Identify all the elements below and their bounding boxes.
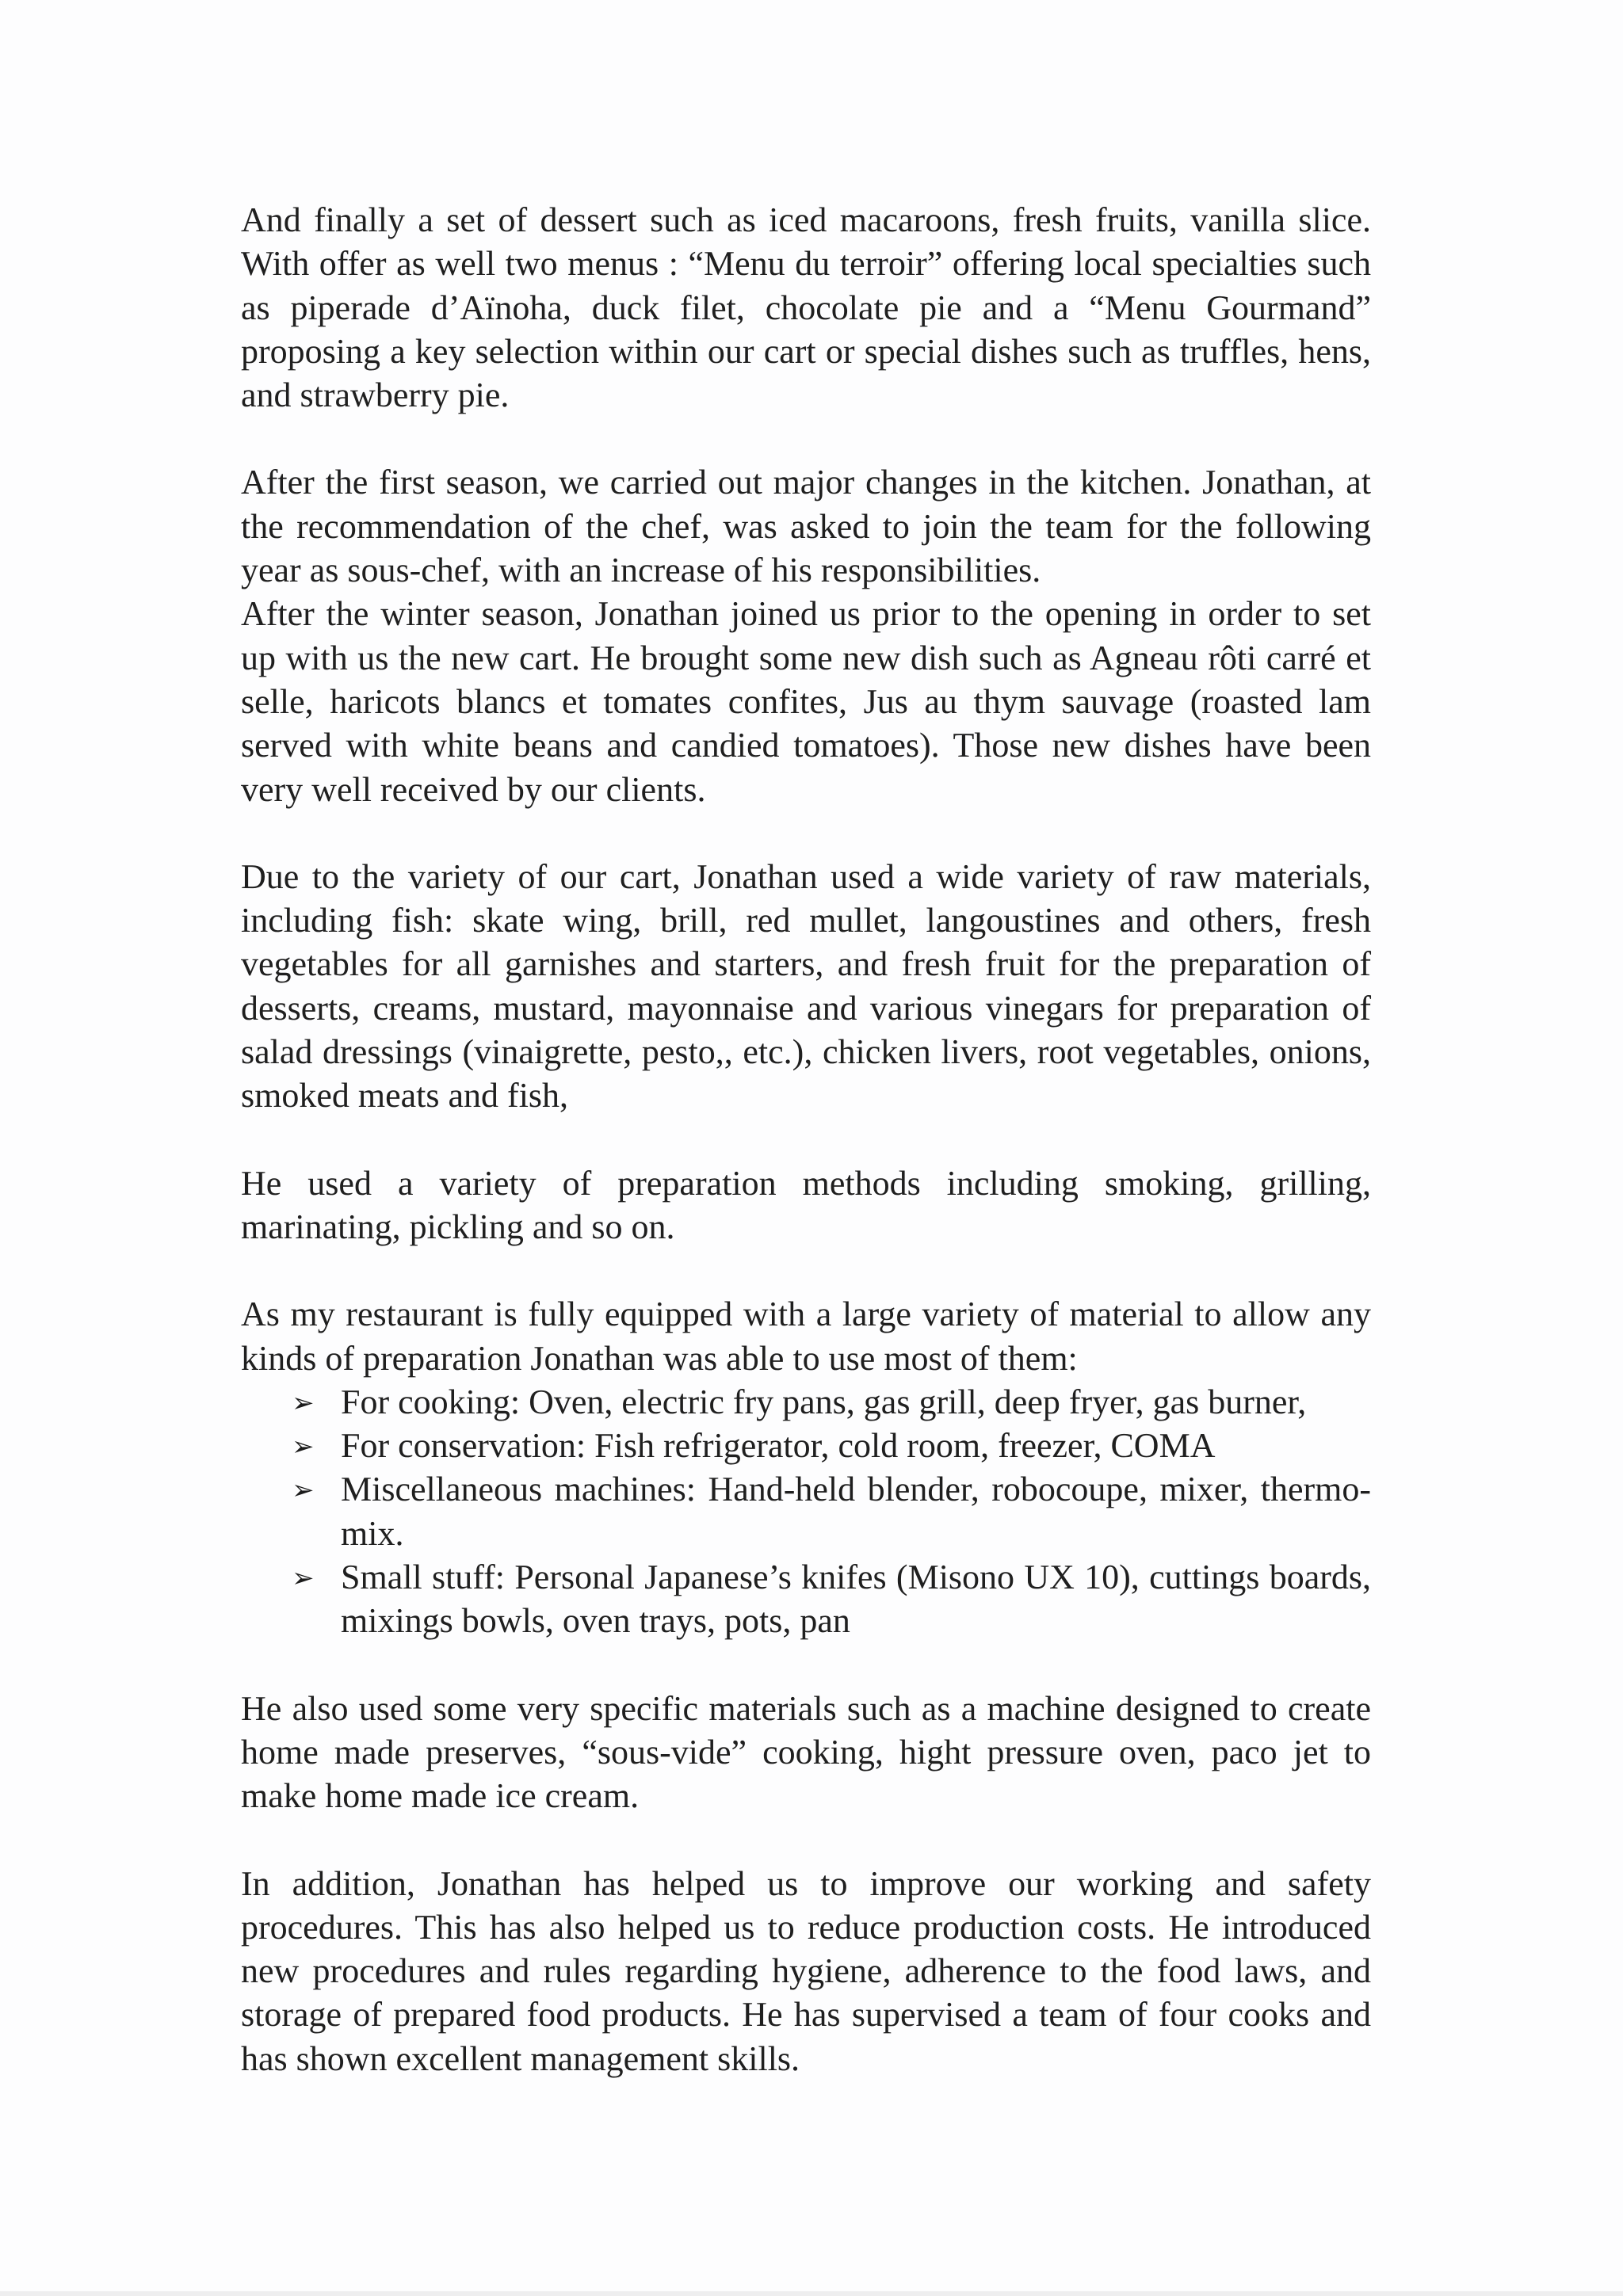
paragraph-desserts-menus: And finally a set of dessert such as iced macaroons, fresh fruits, vanilla slice. With offer as well two menus : “Menu du terroir” offering local specialties such as piperade d’Aïnoha, duck filet, chocolate pie and a “Menu Gourmand” proposing a key selection within our cart or special dishes such as truffles, hens, and strawberry pie. [241, 200, 1371, 415]
paragraph-first-season: After the first season, we carried out major changes in the kitchen. Jonathan, at the recommendation of the chef, was asked to join the team for the following year as sous-chef, with an increase of his responsibilities. [241, 463, 1371, 590]
list-item-text: Miscellaneous machines: Hand-held blender, robocoupe, mixer, thermo-mix. [341, 1470, 1371, 1553]
list-item [292, 1467, 1371, 1555]
list-item-text: Small stuff: Personal Japanese’s knifes (Misono UX 10), cuttings boards, mixings bowls, oven trays, pots, pan [341, 1558, 1371, 1641]
paragraph-raw-materials: Due to the variety of our cart, Jonathan used a wide variety of raw materials, including fish: skate wing, brill, red mullet, langoustines and others, fresh vegetables for all garnishes and starters, and fresh fruit for the preparation of desserts, creams, mustard, mayonnaise and various vinegars for preparation of salad dressings (vinaigrette, pesto,, etc.), chicken livers, root vegetables, onions, smoked meats and fish, [241, 856, 1371, 1116]
list-item [292, 1424, 1371, 1467]
paragraph-preparation-methods: He used a variety of preparation methods including smoking, grilling, marinating, pickling and so on. [241, 1163, 1371, 1246]
equipment-list [241, 1380, 1371, 1643]
arrow-bullet-icon: ➢ [292, 1386, 315, 1419]
paragraph-equipment-intro: As my restaurant is fully equipped with a large variety of material to allow any kinds of preparation Jonathan was able to use most of them: [241, 1295, 1371, 1378]
paragraph-winter-season: After the winter season, Jonathan joined us prior to the opening in order to set up with us the new cart. He brought some new dish such as Agneau rôti carré et selle, haricots blancs et tomates confites, Jus au thym sauvage (roasted lam served with white beans and candied tomatoes). Those new dishes have been very well received by our clients. [241, 594, 1371, 809]
arrow-bullet-icon: ➢ [292, 1562, 315, 1595]
arrow-bullet-icon: ➢ [292, 1431, 315, 1463]
list-item-text: For conservation: Fish refrigerator, cold room, freezer, COMA [341, 1426, 1216, 1466]
list-item [292, 1380, 1371, 1424]
page-bottom-edge [0, 2291, 1623, 2296]
list-item-text: For cooking: Oven, electric fry pans, gas grill, deep fryer, gas burner, [341, 1382, 1307, 1421]
letter-body [241, 198, 1371, 2124]
list-item [292, 1555, 1371, 1643]
paragraph-procedures-management: In addition, Jonathan has helped us to improve our working and safety procedures. This has also helped us to reduce production costs. He introduced new procedures and rules regarding hygiene, adherence to the food laws, and storage of prepared food products. He has supervised a team of four cooks and has shown excellent management skills. [241, 1863, 1371, 2078]
arrow-bullet-icon: ➢ [292, 1474, 315, 1507]
paragraph-specific-materials: He also used some very specific materials such as a machine designed to create home made preserves, “sous-vide” cooking, hight pressure oven, paco jet to make home made ice cream. [241, 1688, 1371, 1816]
